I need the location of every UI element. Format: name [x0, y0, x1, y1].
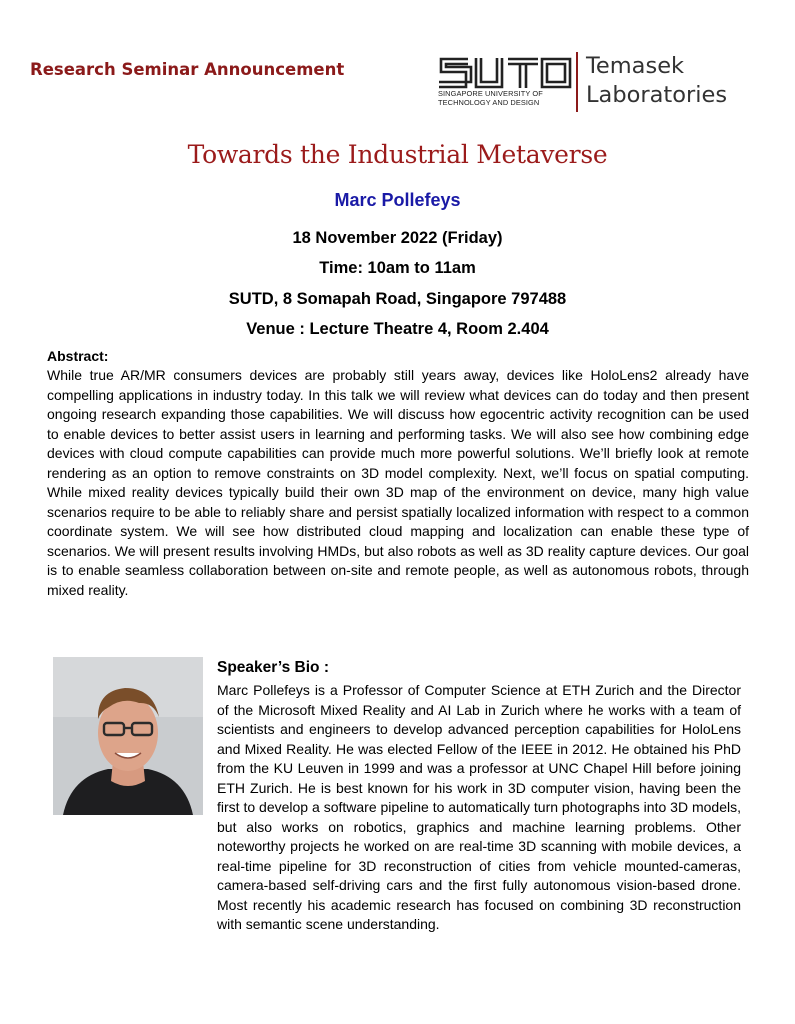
lab-name-line-1: Temasek: [586, 53, 685, 79]
seminar-venue: Venue : Lecture Theatre 4, Room 2.404: [246, 320, 549, 338]
bio-heading: Speaker’s Bio :: [217, 659, 329, 676]
speaker-name: Marc Pollefeys: [334, 190, 461, 210]
lab-name: [586, 52, 727, 110]
bio-text: Marc Pollefeys is a Professor of Computer Science at ETH Zurich and the Director of the Microsoft Mixed Reality and AI Lab in Zurich where he works with a team of scientists and engineers to develop advanced perception capabilities for HoloLens and Mixed Reality. He was elected Fellow of the IEEE in 2012. He obtained his PhD from the KU Leuven in 1999 and was a professor at UNC Chapel Hill before joining ETH Zurich. He is best known for his work in 3D computer vision, having been the first to develop a software pipeline to automatically turn photographs into 3D models, but also works on robotics, graphics and machine learning problems. Other noteworthy projects he worked on are real-time 3D scanning with mobile devices, a real-time pipeline for 3D reconstruction of cities from vehicle mounted-cameras, camera-based self-driving cars and the first fully autonomous vision-based drone. Most recently his academic research has focused on combining 3D reconstruction with semantic scene understanding.: [217, 682, 741, 932]
seminar-date: 18 November 2022 (Friday): [292, 229, 503, 247]
logo-subtitle: SINGAPORE UNIVERSITY OF TECHNOLOGY AND DESIGN: [438, 89, 543, 107]
abstract-text: While true AR/MR consumers devices are probably still years away, devices like HoloLens2 already have compelling applications in industry today. In this talk we will review what devices can do today and then present ongoing research expanding those capabilities. We will discuss how egocentric activity recognition can be used to enable devices to better assist users in learning and performing tasks. We will also see how combining edge devices with cloud compute capabilities can provide much more powerful solutions. We’ll briefly look at remote rendering as an option to remove constraints on 3D model complexity. Next, we’ll focus on spatial computing. While mixed reality devices typically build their own 3D map of the environment on device, many high value scenarios require to be able to reliably share and persist spatially localized information with respect to a common coordinate system. We will see how distributed cloud mapping and localization can enable these type of scenarios. We will present results involving HMDs, but also robots as well as 3D reality capture devices. Our goal is to enable seamless collaboration between on-site and remote people, as well as autonomous robots, through mixed reality.: [47, 367, 749, 598]
speaker-photo: [53, 657, 203, 815]
seminar-time: Time: 10am to 11am: [319, 259, 476, 277]
seminar-title: Towards the Industrial Metaverse: [187, 140, 608, 169]
sutd-logo-icon: [438, 56, 573, 90]
seminar-address: SUTD, 8 Somapah Road, Singapore 797488: [228, 290, 567, 308]
lab-name-line-2: Laboratories: [586, 82, 728, 108]
announcement-heading: Research Seminar Announcement: [30, 60, 345, 79]
institution-logo: [438, 50, 758, 114]
logo-divider: [576, 52, 578, 112]
abstract-heading: Abstract:: [47, 348, 109, 364]
